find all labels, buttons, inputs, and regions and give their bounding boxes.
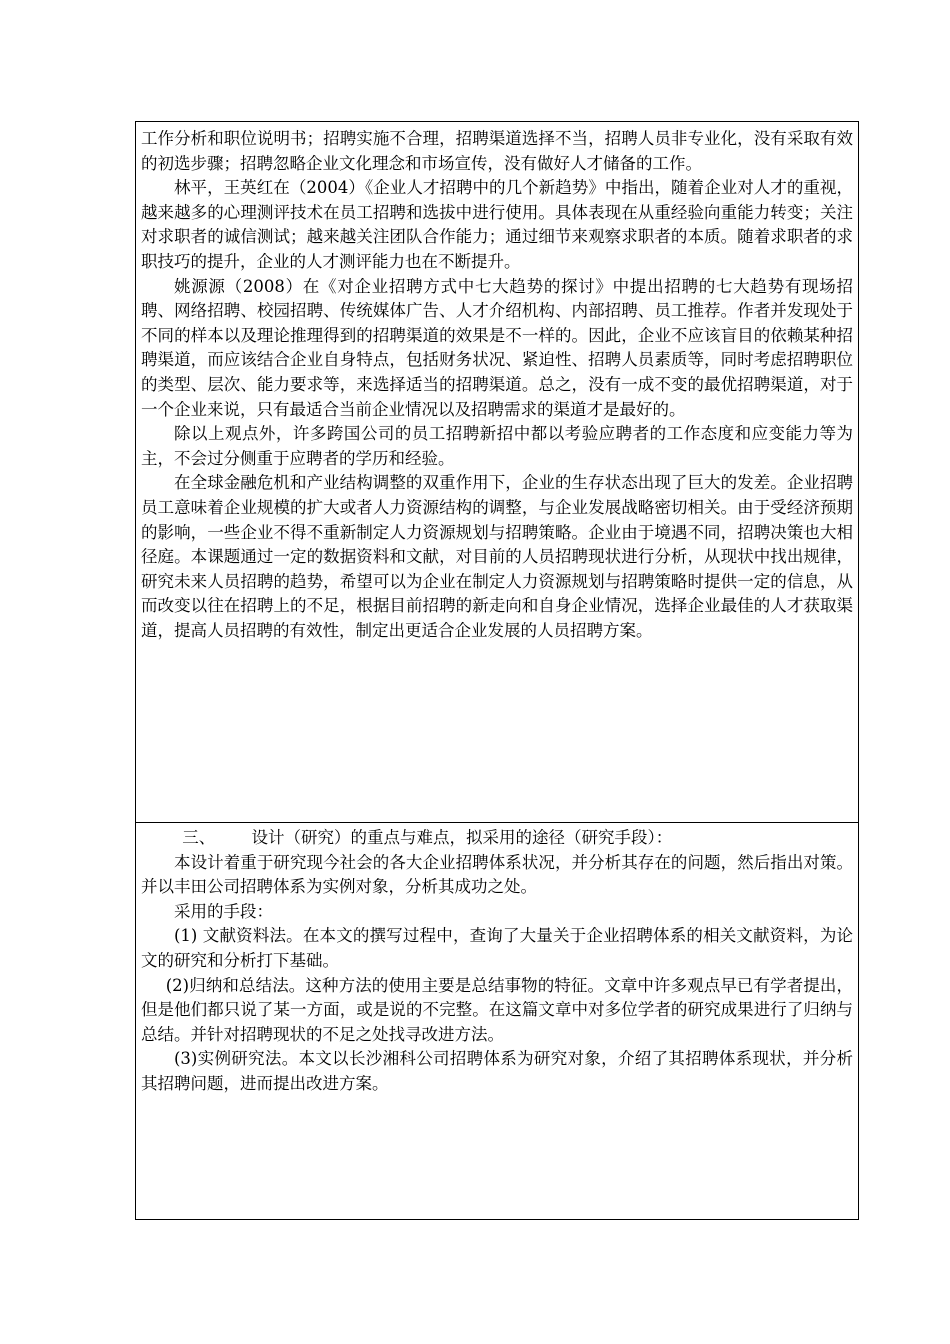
paragraph: 姚源源（2008）在《对企业招聘方式中七大趋势的探讨》中提出招聘的七大趋势有现场招聘、网络招聘、校园招聘、传统媒体广告、人才介绍机构、内部招聘、员工推荐。作者并发现处于不同的样本以及理论推理得到的招聘渠道的效果是不一样的。因此，企业不应该盲目的依赖某种招聘渠道，而应该结合企业自身特点，包括财务状况、紧迫性、招聘人员素质等，同时考虑招聘职位的类型、层次、能力要求等，来选择适当的招聘渠道。总之，没有一成不变的最优招聘渠道，对于一个企业来说，只有最适合当前企业情况以及招聘需求的渠道才是最好的。 [141, 276, 853, 419]
method-item: (1) 文献资料法。在本文的撰写过程中，查询了大量关于企业招聘体系的相关文献资料，为论文的研究和分析打下基础。 [141, 926, 853, 970]
research-methods-cell [141, 826, 853, 1097]
paragraph: 工作分析和职位说明书；招聘实施不合理，招聘渠道选择不当，招聘人员非专业化，没有采取有效的初选步骤；招聘忽略企业文化理念和市场宣传，没有做好人才储备的工作。 [141, 129, 853, 173]
section-number: 三、 [182, 828, 216, 847]
paragraph: 林平，王英红在（2004）《企业人才招聘中的几个新趋势》中指出，随着企业对人才的重视，越来越多的心理测评技术在员工招聘和选拔中进行使用。具体表现在从重经验向重能力转变；关注对求职者的诚信测试；越来越关注团队合作能力；通过细节来观察求职者的本质。随着求职者的求职技巧的提升，企业的人才测评能力也在不断提升。 [141, 178, 853, 271]
section-heading [141, 826, 853, 851]
paragraph: 本设计着重于研究现今社会的各大企业招聘体系状况，并分析其存在的问题，然后指出对策。并以丰田公司招聘体系为实例对象，分析其成功之处。 [141, 852, 853, 897]
method-item: (2)归纳和总结法。这种方法的使用主要是总结事物的特征。文章中许多观点早已有学者提出，但是他们都只说了某一方面，或是说的不完整。在这篇文章中对多位学者的研究成果进行了归纳与总结。并针对招聘现状的不足之处找寻改进方法。 [141, 975, 853, 1044]
methods-label: 采用的手段： [174, 901, 273, 921]
row-divider [135, 822, 859, 823]
section-title: 设计（研究）的重点与难点，拟采用的途径（研究手段）： [251, 828, 673, 847]
method-item: (3)实例研究法。本文以长沙湘科公司招聘体系为研究对象，介绍了其招聘体系现状，并分析其招聘问题，进而提出改进方案。 [141, 1049, 853, 1093]
literature-review-cell [141, 127, 853, 643]
paragraph: 除以上观点外，许多跨国公司的员工招聘新招中都以考验应聘者的工作态度和应变能力等为主，不会过分侧重于应聘者的学历和经验。 [141, 424, 853, 468]
paragraph: 在全球金融危机和产业结构调整的双重作用下，企业的生存状态出现了巨大的发差。企业招聘员工意味着企业规模的扩大或者人力资源结构的调整，与企业发展战略密切相关。由于受经济预期的影响，一些企业不得不重新制定人力资源规划与招聘策略。企业由于境遇不同，招聘决策也大相径庭。本课题通过一定的数据资料和文献，对目前的人员招聘现状进行分析，从现状中找出规律，研究未来人员招聘的趋势，希望可以为企业在制定人力资源规划与招聘策略时提供一定的信息，从而改变以往在招聘上的不足，根据目前招聘的新走向和自身企业情况，选择企业最佳的人才获取渠道，提高人员招聘的有效性，制定出更适合企业发展的人员招聘方案。 [141, 473, 853, 640]
